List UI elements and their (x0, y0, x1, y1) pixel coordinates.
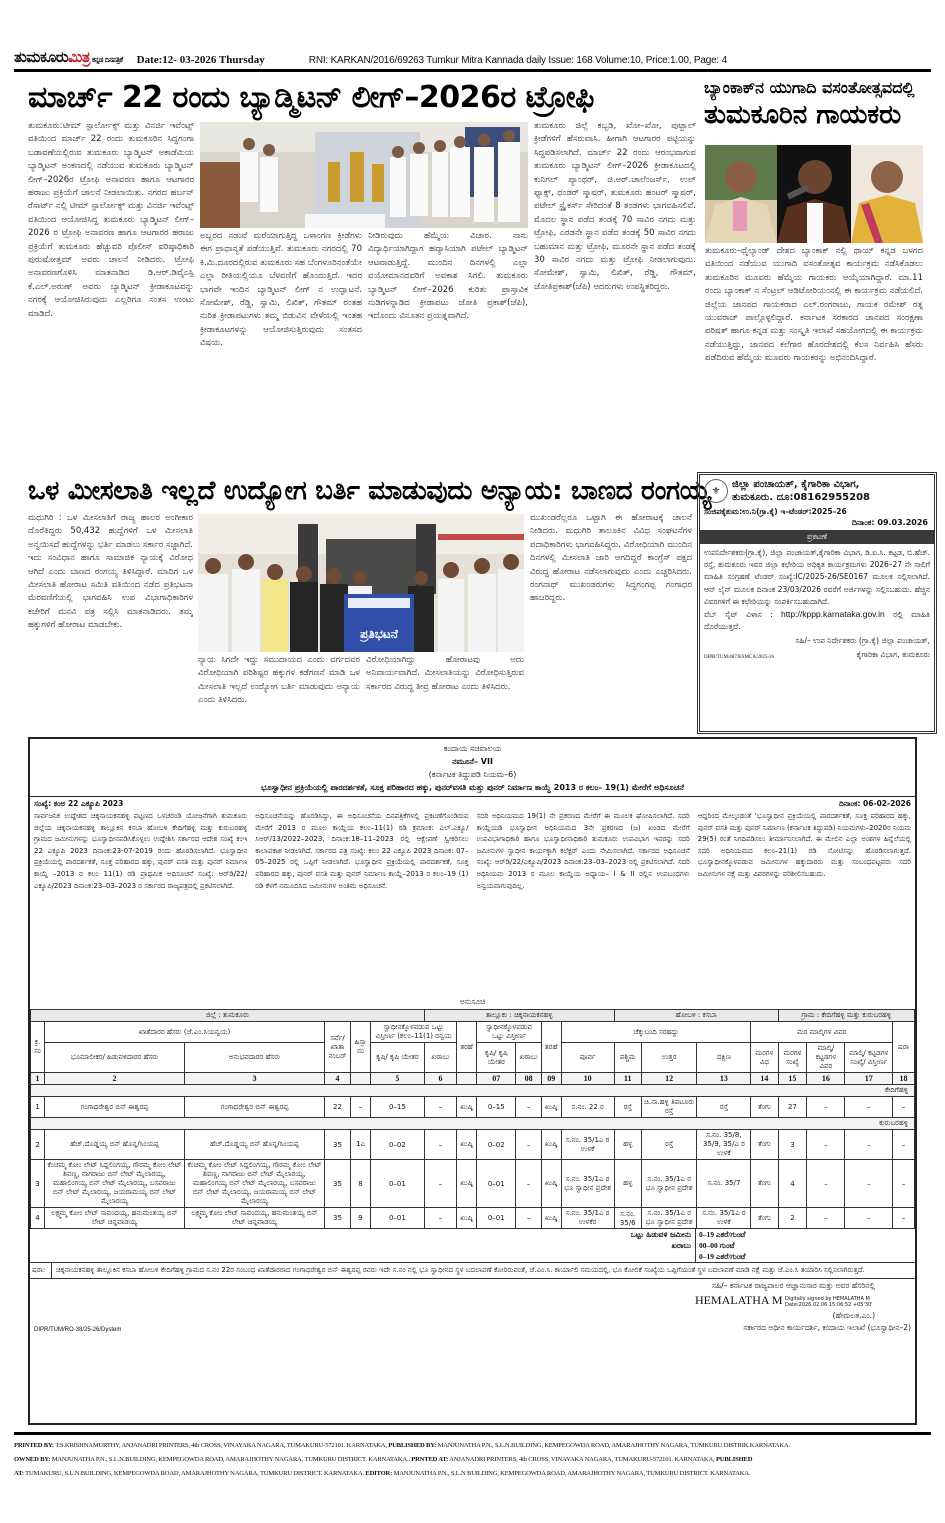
story3-protest-photo (198, 514, 524, 652)
gazette-body (30, 809, 915, 993)
colnum: 17 (845, 1073, 893, 1085)
cell-owner: ಕೆಂಚಮ್ಮ ಕೋಂ ಲೇಟ್ ಸಿದ್ದಲಿಂಗಯ್ಯ, ಗೌರಮ್ಮ ಕೋಂ ಲೇಟ್ ಶಿವಣ್ಣ, ನಾಗರಾಜು ಬಿನ್ ಲೇಟ್ ಮೈಲಾರಯ್ಯ, ಮಹಾಲಿಂಗಯ್ಯ ಬಿನ್ ಲೇಟ್ ಮೈಲಾರಯ್ಯ, ಬಸವರಾಜು ಬಿನ್ ಲೇಟ್ ಮೈಲಾರಯ್ಯ, ಜಯರಾಮಯ್ಯ ಬಿನ್ ಲೇಟ್ ಮೈಲಾರಯ್ಯ (45, 1160, 185, 1208)
cell-south: ಸ.ನಂ. 35/8, 35/9, 35/ಎ ರ ಉಳಕೆ (697, 1130, 751, 1160)
colnum: 12 (641, 1073, 697, 1085)
imprint-label: PRINTED BY: (14, 1442, 54, 1449)
total-holding-label: ಒಟ್ಟು ಹಿಡುವಳಿ ಜಮೀನು (630, 1230, 691, 1239)
cell-tree-type: ತೆಂಗು (751, 1208, 778, 1229)
cell-survey: 35 (325, 1208, 351, 1229)
col-header-sl: ಕ್ರ. ಸಂ (31, 1022, 45, 1073)
signatory-title: ಸರ್ಕಾರದ ಅಧೀನ ಕಾರ್ಯದರ್ಶಿ, ಕಂದಾಯ ಇಲಾಖೆ (ಭೂಸ್ವಾಧೀನ–2) (743, 1323, 911, 1332)
notice-web-label: ವೆಬ್ ಸೈಟ್ ವಿಳಾಸ : (704, 610, 781, 620)
signatory-name: HEMALATHA M (694, 1293, 783, 1307)
cell-area-7: 0–15 (477, 1097, 516, 1118)
cell-agri: 0–01 (371, 1208, 425, 1229)
gazette-office: ಕಂದಾಯ ಸಚಿವಾಲಯ (443, 744, 502, 753)
cell-survey: 22 (325, 1097, 351, 1118)
gazette-notification (28, 737, 917, 1425)
col-header-south: ದಕ್ಷಿಣ (697, 1043, 751, 1073)
gazette-para-1: ಸಾರ್ವಜನಿಕ ಉದ್ದೇಶದ ಚಿಕ್ಕನಾಯಕನಹಳ್ಳಿ ಪಟ್ಟಣದ ಒಳಚರಂಡಿ ಯೋಜನೆಗಾಗಿ ತುಮಕೂರು ಜಿಲ್ಲೆಯ ಚಿಕ್ಕನಾಯಕನಹಳ್ಳಿ ತಾಲ್ಲೂಕಿನ ಕಸಬಾ ಹೋಬಳಿ ಕೇದಿಗೆಹಳ್ಳಿ ಮತ್ತು ಕುರುಬರಹಳ್ಳಿ ಗ್ರಾಮದ ಜಮೀನುಗಳನ್ನು ಭೂಸ್ವಾಧೀನಪಡಿಸಿಕೊಳ್ಳಲು ಉದ್ದೇಶಿಸಿ ಸರ್ಕಾರದ ಆದೇಶ ಸಂಖ್ಯೆ ಕಂಇ 22 ಎಕ್ಯೂಪಿ 2023 ದಿನಾಂಕ:23-07-2019 ರಂದು ಹೊರಡಿಸಲಾಗಿದೆ. ಭೂಸ್ವಾಧೀನ ಪ್ರಕ್ರಿಯೆಯಲ್ಲಿ ಪಾರದರ್ಶಕತೆ, ಸೂಕ್ತ ಪರಿಹಾರದ ಹಕ್ಕು, ಪುನರ್ ವಸತಿ ಮತ್ತು ಪುನರ್ ನಿರ್ಮಾಣ ಕಾಯ್ದೆ –2013 ರ ಕಲಂ 11(1) ರಡಿ ಪ್ರಾಥಮಿಕ ಅಧಿಸೂಚನೆ ಸಂಖ್ಯೆ: ಆರ್‌ಡಿ/22/ಎಕ್ಯೂಪಿ/2023 ದಿನಾಂಕ:23–03–2023 ರ ಸರ್ಕಾರದ ರಾಜ್ಯಪತ್ರದಲ್ಲಿ ಪ್ರಕಟಿಸಲಾಗಿದೆ. (34, 812, 248, 890)
cell-hissa: – (351, 1097, 371, 1118)
cell-building: – (807, 1097, 845, 1118)
protest-banner-text: ಪ್ರತಿಭಟನೆ (360, 627, 398, 641)
col-header-agri-2: ಕೃಷಿ/ ಕೃಷಿ ಯೇತರ (477, 1043, 516, 1073)
notice-reference: ಸಂಜಿಪಕೈತುಮ:ಉ.ನಿ(ಗ್ರಾ.ಕೈ) ಇ–ಟೆಂಡರ್:2025–26 (704, 507, 847, 516)
story3-headline: ಒಳ ಮೀಸಲಾತಿ ಇಲ್ಲದೆ ಉದ್ಯೋಗ ಬರ್ತಿ ಮಾಡುವುದು ಅನ್ಯಾಯ: ಬಾಣದ ರಂಗಯ್ಯ (28, 476, 711, 506)
imprint-text: ANJANADRI PRINTERS, 4th CROSS, VINAYAKA NAGARA, TUMAKURU-572101. KARNATAKA, (448, 1456, 716, 1463)
village-name: ಕೇದಿಗೆಹಳ್ಳಿ (31, 1085, 915, 1097)
digital-signature: Digitally signed by HEMALATHA M Date:2026.02.06 15:06:52 +05'30' (785, 1296, 873, 1308)
story3-column-4: ಮುಖಂಡರೆಲ್ಲರೂ ಒಟ್ಟಾಗಿ ಈ ಹೋರಾಟಕ್ಕೆ ಚಾಲನೆ ನೀಡಿದರು. ಮಧುಗಿರಿ ತಾಲೂಕಿನ ವಿವಿಧ ಸಂಘಟನೆಗಳ ಪದಾಧಿಕಾರಿಗಳು ಭಾಗವಹಿಸಿದ್ದರು. ವಿರೋಧಿಯಾಗಿ ಮುಂದಿನ ದಿನಗಳಲ್ಲಿ ಮೀಸಲಾತಿ ಜಾರಿ ಆಗದಿದ್ದರೆ ಕಾಂಗ್ರೆಸ್ ಪಕ್ಷದ ವಿರುದ್ಧ ಹೋರಾಟ ನಡೆಸಲಾಗುವುದು ಎಂದು ಎಚ್ಚರಿಸಿದರು. ರಂಗನಾಥ್ ಮುಖಂಡರುಗಳು ಸಿದ್ಧಗಂಗಪ್ಪ ಗಂಗಾಧರ ಹಾಜರಿದ್ದರು. (530, 513, 692, 604)
cell-remarks: – (893, 1130, 915, 1160)
cell-area-8: – (516, 1160, 541, 1208)
imprint-label: PRNTED AT: (411, 1456, 449, 1463)
colnum: 3 (185, 1073, 325, 1085)
cell-agri: 0–01 (371, 1160, 425, 1208)
cell-tree-type: ತೆಂಗು (751, 1130, 778, 1160)
gazette-date: ದಿನಾಂಕ: 06-02-2026 (839, 799, 911, 808)
cell-building-count: – (845, 1208, 893, 1229)
cell-building: – (807, 1160, 845, 1208)
cell-east: ಸ.ನಂ. 35/1ಎ ರ ಉಳಕೆರ (561, 1208, 614, 1229)
colnum: 13 (697, 1073, 751, 1085)
colnum: 1 (31, 1073, 45, 1085)
col-header-west: ಪಶ್ಚಿಮ (614, 1043, 641, 1073)
col-header-north: ಉತ್ತರ (641, 1043, 697, 1073)
col-header-owner: ಭೂಮಾಲೀಕರ/ ಹಿಡುವಳಿದಾರರ ಹೆಸರು (45, 1043, 185, 1073)
cell-type-9: ಖುಷ್ಕಿ (541, 1097, 561, 1118)
cell-occupant: ಗಂಗಾಧರೇಶ್ವರ ಬಿನ್ ಈಶ್ವರಪ್ಪ (185, 1097, 325, 1118)
issue-date: Date:12- 03-2026 Thursday (136, 54, 265, 66)
cell-east: ಸ.ನಂ. 22 ರ (561, 1097, 614, 1118)
village-name: ಕುರುಬರಹಳ್ಳಿ (31, 1118, 915, 1130)
signature-authority: ಸಹಿ/– ಕರ್ನಾಟಕ ರಾಜ್ಯಪಾಲರ ಆಜ್ಞಾನುಸಾರ ಮತ್ತು ಅವರ ಹೆಸರಿನಲ್ಲಿ (711, 1281, 875, 1290)
cell-north: ಸ.ನಂ. 35/1ಎ ರ ಭೂ ಸ್ವಾಧೀನ ಪ್ರದೇಶ (641, 1160, 697, 1208)
col-header-kharab-2: ಖರಾಬು (516, 1043, 541, 1073)
col-header-survey: ಸರ್ವೆ/ ಖಾತಾ ನಂಬರ್ (325, 1022, 351, 1073)
masthead (14, 48, 931, 72)
imprint-text: T.S.KRISHNAMURTHY, ANJANADRI PRINTERS, 4th CROSS, VINAYAKA NAGARA, TUMAKURU-572101. KARNATAKA, (53, 1442, 389, 1449)
cell-remarks: – (893, 1160, 915, 1208)
village-heading-row (31, 1118, 915, 1130)
colnum: 2 (45, 1073, 185, 1085)
cell-type: ಖುಷ್ಕಿ (457, 1208, 477, 1229)
colnum: 6 (424, 1073, 456, 1085)
cell-owner: ಗಂಗಾಧರೇಶ್ವರ ಬಿನ್ ಈಶ್ವರಪ್ಪ (45, 1097, 185, 1118)
logo-subtitle: ಕನ್ನಡ ದಿನಪತ್ರಿಕೆ (91, 55, 123, 64)
gazette-form: ನಮೂನೆ– VII (452, 757, 493, 766)
cell-tree-count: 4 (778, 1160, 807, 1208)
col-header-agri: ಕೃಷಿ/ ಕೃಷಿ ಯೇತರ (371, 1043, 425, 1073)
cell-agri: 0–15 (371, 1097, 425, 1118)
gazette-number: ಸಂಖ್ಯೆ: ಕಂಅ 22 ಎಕ್ಯೂಪಿ 2023 (34, 799, 124, 808)
cell-survey: 35 (325, 1130, 351, 1160)
table-row (31, 1097, 915, 1118)
cell-building-count: – (845, 1160, 893, 1208)
district-cell: ಜಿಲ್ಲೆ : ತುಮಕೂರು (31, 1010, 425, 1022)
colnum (457, 1073, 477, 1085)
cell-hissa: 8 (351, 1160, 371, 1208)
cell-kharab: – (424, 1097, 456, 1118)
total-grand-value: 0–19 ಎಕರೆ/ಗುಂಟೆ (699, 1252, 746, 1261)
govt-emblem-icon: ⚜ (704, 479, 728, 503)
colnum: 14 (751, 1073, 778, 1085)
colnum: 15 (778, 1073, 807, 1085)
header-row-1 (31, 1022, 915, 1043)
colnum: 10 (561, 1073, 614, 1085)
total-kharab-label: ಖರಾಬು (671, 1241, 691, 1250)
cell-tree-count: 27 (778, 1097, 807, 1118)
colnum: 08 (516, 1073, 541, 1085)
imprint-text: MANJUNATHA P.N., S.L.N.BUILDING, KEMPEGOWDA ROAD, AMARAJHOTHY NAGARA, TUMKURU DISTRICT. KARNATAKA.. (50, 1456, 412, 1463)
logo-accent-text: ಮಿತ್ರ (68, 48, 90, 66)
cell-tree-type: ತೆಂಗು (751, 1160, 778, 1208)
imprint-label: EDITOR: (365, 1470, 393, 1477)
notice-body (700, 545, 934, 650)
story3-column-1: ಮಧುಗಿರಿ : ಒಳ ಮೀಸಲಾತಿಗೆ ರಾಜ್ಯ ಹಾಲರ ಅಂಗೀಕಾರ ದೊರೆತಿದ್ದರು 50,432 ಹುದ್ದೆಗಳಿಗೆ ಒಳ ಮೀಸಲಾತಿ ಅನ್ವಯಿಸದೆ ಹುದ್ದೆಗಳನ್ನು ಭರ್ತಿ ಮಾಡಲು ಸರ್ಕಾರ ಸಜ್ಜಾಗಿದೆ. ಇದು ಸಂವಿಧಾನ ಹಾಗೂ ಸಾಮಾಜಿಕ ನ್ಯಾಯಕ್ಕೆ ವಿರೋಧ ಆಗಿದೆ ಎಂದು ಬಾಣದ ರಂಗಯ್ಯ ತಿಳಿಸಿದ್ದಾರೆ. ಮಾದಿಗ ಒಳ ಮೀಸಲಾತಿ ಹೋರಾಟ ಸಮಿತಿ ವತಿಯಿಂದ ನಡೆದ ಪ್ರತಿಭಟನಾ ಮೆರವಣಿಗೆಯಲ್ಲಿ ಭಾಗವಹಿಸಿ ಉಪ ವಿಭಾಗಾಧಿಕಾರಿಗಳ ಕಚೇರಿಗೆ ಮನವಿ ಪತ್ರ ಸಲ್ಲಿಸಿ ಮಾತನಾಡಿದರು. ತಮ್ಮ ಹಕ್ಕುಗಳಿಗೆ ಹೋರಾಟ ಮಾಡಬೇಕು. (28, 513, 193, 631)
remarks-label: ಷರಾ: (30, 1263, 52, 1278)
col-header-acq-area-2: ಸ್ವಾಧೀನಕ್ಕೊಳಪಡುವ ಒಟ್ಟು ವಿಸ್ತೀರ್ಣ (477, 1022, 542, 1043)
notice-announcement-bar: ಪ್ರಕಟಣೆ (700, 530, 934, 544)
gazette-para-3: ಸದರಿ ಅಧಿನಿಯಮದ 19(1) ನೇ ಪ್ರಕರಣದ ಮೇರೆಗೆ ಈ ಮೂಲಕ ಘೋಷಿಸಲಾಗಿದೆ. ಸದರಿ ಕಾಯ್ದೆಯಡಿ ಭೂಸ್ವಾಧೀನ ಅಧಿನಿಯಮದ 3ನೇ ಪ್ರಕರಣದ (ಜ) ಖಂಡದ ಮೇರೆಗೆ ಉಪವಿಭಾಗಾಧಿಕಾರಿ ಹಾಗೂ ಭೂಸ್ವಾಧೀನಾಧಿಕಾರಿ ತುಮಕೂರು ಉಪವಿಭಾಗ ಇವರನ್ನು ಸದರಿ ಜಮೀನುಗಳ ಸ್ವಾಧೀನ ಕಾರ್ಯಕ್ಕಾಗಿ ಕಲೆಕ್ಟರ್ ಎಂದು ನೇಮಿಸಲಾಗಿದೆ. ಸರ್ಕಾರದ ಅಧಿಸೂಚನೆ ಸಂಖ್ಯೆ: ಆರ್‌ಡಿ/22/ಎಕ್ಯೂಪಿ/2023 ದಿನಾಂಕ:23–03–2023 ರಲ್ಲಿ ಪ್ರಕಟಿಸಲಾಗಿದೆ. ಸದರಿ ಅಧಿನಿಯಮ 2013 ರ ಮೂಲ ಕಾಯ್ದೆಯ ಅಧ್ಯಾಯ– I & II ರಲ್ಲಿನ ಉಪಬಂಧಗಳು ಅನ್ವಯವಾಗುವುದಿಲ್ಲ. (476, 812, 690, 890)
cell-area-7: 0–01 (477, 1208, 516, 1229)
cell-area-8: – (516, 1097, 541, 1118)
newspaper-logo (14, 48, 123, 66)
notice-date: ದಿನಾಂಕ: 09.03.2026 (851, 518, 928, 527)
cell-west: ಸ.ನಂ. 35/6 (614, 1208, 641, 1229)
remarks-text: ಚಿಕ್ಕನಾಯಕನಹಳ್ಳಿ ತಾಲ್ಲೂಕಿನ ಕಸಬಾ ಹೋಬಳಿ ಕೇದಿಗೆಹಳ್ಳಿ ಗ್ರಾಮದ ಸ.ನಂ 22ರ ಸಂಬಂಧ ಖಾತೆದಾರರಾದ ಗಂಗಾಧರೇಶ್ವರ ಬಿನ್ ಈಶ್ವರಪ್ಪ ರವರು ಇದೇ ಸ.ನಂ ನಲ್ಲಿ ಭೂ ಸ್ವಾಧೀನದ ಸ್ಥಳ ಬದಲಾವಣೆ ಕೋರಿರುವಂತೆ, ಜೆ.ಎಂ.ಸಿ. ಕಾರ್ಯಾಲಿ ಸಮಯದಲ್ಲಿ, ಭೂ ಕೋಲಿಕೆ ಸಂಖ್ಯೆಯ ಒಪ್ಪಿಗೆಯಂತೆ ಸ್ಥಳ ಬದಲಾವಣೆ ಮಾಡಿ ನಕ್ಷೆ ಮತ್ತು ಜೆ.ಎಂ.ಸಿ ತಯಾರಿಸಿ ಸಲ್ಲಿಸಲಾಗಿರುತ್ತದೆ. (56, 1266, 865, 1274)
cell-tree-count: 3 (778, 1130, 807, 1160)
gazette-para-2: ಅಧಿಸೂಚನೆಯನ್ನು ಹೊರಡಿಸಿದ್ದು, ಈ ಅಧಿಸೂಚನೆಯ ದಿನಪತ್ರಿಕೆಗಳಲ್ಲಿ ಪ್ರಕಟಣೆಗೊಂಡಿರುವ ಮೇರೆಗೆ 2013 ರ ಮೂಲ ಕಾಯ್ದೆಯ ಕಲಂ–11(1) ರಡಿ ಕ್ರಮಾಂಕ: ಎಲ್.ಎಕ್ಯೂ/ಸಿಆರ್/13/2022–2023, ದಿನಾಂಕ:18–11–2023 ರಲ್ಲಿ ಆಕ್ಷೇಪಣೆ ಸ್ವೀಕರಿಸಲು ಕಾಲಾವಕಾಶ ನೀಡಲಾಗಿದೆ. ಸರ್ಕಾರದ ಪತ್ರ ಸಂಖ್ಯೆ: ಕಲಂ 22 ಎಕ್ಯೂಪಿ 2023 ದಿನಾಂಕ: 07–05–2025 ರಲ್ಲಿ ಒಪ್ಪಿಗೆ ನೀಡಲಾಗಿದೆ. ಭೂಸ್ವಾಧೀನ ಪ್ರಕ್ರಿಯೆಯಲ್ಲಿ ಪಾರದರ್ಶಕತೆ, ಸೂಕ್ತ ಪರಿಹಾರದ ಹಕ್ಕು, ಪುನರ್ ವಸತಿ ಮತ್ತು ಪುನರ್ ನಿರ್ಮಾಣ ಕಾಯ್ದೆ–2013 ರ ಕಲಂ–19 (1) ರಡಿ ಕೆಳಗೆ ನಮೂದಿಸಿದ ಜಮೀನುಗಳ ಅಂತಿಮ ಅಧಿಸೂಚನೆ. (255, 812, 469, 890)
imprint-label: AT: (14, 1470, 24, 1477)
cell-owner: ಲಕ್ಷ್ಮಮ್ಮ ಕೋಂ ಲೇಟ್ ಸಾವಂದಯ್ಯ, ಹನುಮಂತಯ್ಯ ಬಿನ್ ಲೇಟ್ ಚಿನ್ನವಾಡಯ್ಯ (45, 1208, 185, 1229)
schedule-heading: ಅನುಸೂಚಿ (459, 997, 486, 1006)
cell-hissa: 1ಎ (351, 1130, 371, 1160)
total-kharab-value: 00–00 ಗುಂಟೆ (699, 1241, 735, 1250)
cell-sl: 2 (31, 1130, 45, 1160)
col-header-type-2: ತರಹೆ (541, 1022, 561, 1073)
cell-south: ಸ.ನಂ. 35/1ಎ ರ ಉಳಕೆ (697, 1208, 751, 1229)
table-row (31, 1208, 915, 1229)
cell-north: ಚಿ.ನಾ.ಹಳ್ಳಿ ತಿಪಟೂರು ರಸ್ತೆ (641, 1097, 697, 1118)
hobli-cell: ಹೋಬಳಿ : ಕಸಬಾ (614, 1010, 778, 1022)
col-header-building-count: ಮಾಲ್ಕಿ/ ಕಟ್ಟಡಗಳ ಸಂಖ್ಯೆ/ ವಿಸ್ತೀರ್ಣ (845, 1043, 893, 1073)
cell-type-9: ಖುಷ್ಕಿ (541, 1130, 561, 1160)
cell-area-7: 0–01 (477, 1160, 516, 1208)
location-row (31, 1010, 915, 1022)
story2-headline-line1: ಬ್ಯಾಂಕಾಕ್‌ನ ಯುಗಾದಿ ವಸಂತೋತ್ಸವದಲ್ಲಿ (704, 78, 915, 97)
remarks-block (30, 1262, 915, 1279)
signature-block (30, 1279, 915, 1323)
gazette-title: ಭೂಸ್ವಾಧೀನ ಪ್ರಕ್ರಿಯೆಯಲ್ಲಿ ಪಾರದರ್ಶಕತೆ, ಸೂಕ್ತ ಪರಿಹಾರದ ಹಕ್ಕು, ಪುನರ್‌ವಸತಿ ಮತ್ತು ಪುನರ್ ನಿರ್ಮಾಣ ಕಾಯ್ದೆ 2013 ರ ಕಲಂ– 19(1) ಮೇರೆಗೆ ಅಧಿಸೂಚನೆ (261, 783, 684, 792)
cell-occupant: ಹೆಚ್.ದೊಡ್ಡಯ್ಯ ಬಿನ್ ಹೊನ್ನ/ಸಿಂಯಪ್ಪ (185, 1130, 325, 1160)
col-header-occupant: ಅನುಭವದಾರರ ಹೆಸರು (185, 1043, 325, 1073)
rni-info: RNI: KARKAN/2016/69263 Tumkur Mitra Kannada daily Issue: 168 Volume:10, Price:1.00, Page: 4 (308, 55, 727, 66)
imprint-label: OWNED BY: (14, 1456, 51, 1463)
col-header-acq-area-1: ಸ್ವಾಧೀನಕ್ಕೊಳಪಡುವ ಒಟ್ಟು ವಿಸ್ತೀರ್ಣ (ಕಲಂ–11(1) ರನ್ವಯ (371, 1022, 457, 1043)
cell-north: ರಸ್ತೆ (641, 1130, 697, 1160)
cell-area-7: 0–02 (477, 1130, 516, 1160)
gazette-rule: (ಕರ್ನಾಟಕ ತಿದ್ದುಪಡಿ ನಿಯಮ–6) (428, 770, 517, 779)
col-header-remarks: ಷರಾ (893, 1022, 915, 1073)
cell-remarks: – (893, 1208, 915, 1229)
cell-south: ಸ.ನಂ. 35/7 (697, 1160, 751, 1208)
story1-column-1: ತುಮಕೂರು:ಟೀಮ್ ಸ್ಪಾರ್ಲೋಕ್ಸ್ ಮತ್ತು ವಿನರ್ಜಿ ಇವೆಂಟ್ಸ್ ವತಿಯಿಂದ ಮಾರ್ಚ್ 22 ರಂದು ತುಮಕೂರಿನ ಸಿದ್ಧಗಂಗಾ ಬಡಾವಣೆಯಲ್ಲಿರುವ ತುಮಕೂರು ಬ್ಯಾಡ್ಮಿಟನ್ ಅಕಾಡೆಮಿಯ ಬ್ಯಾಡ್ಮಿಟನ್ ಅಂಕಣದಲ್ಲಿ ನಡೆಯುವ ತುಮಕೂರು ಬ್ಯಾಡ್ಮಿಟನ್ ಲೀಗ್–2026ರ ಟ್ರೋಫಿ ಅನಾವರಣ ಹಾಗೂ ಆಟಗಾರರ ಹರಾಜು ಪ್ರಕ್ರಿಯೆಗೆ ಚಾಲನೆ ನೀಡಲಾಯಿತು. ನಗರದ ಹರ್ಬನ್ ರೆಸಾರ್ಟ್ ನಲ್ಲಿ ಟೀಮ್ ಸ್ಪಾರ್ಲೋಕ್ಸ್ ಮತ್ತು ವಿನರ್ಜಿ ಇವೆಂಟ್ಸ್ ವತಿಯಿಂದ ಆಯೋಜಿಸಿದ್ದ ತುಮಕೂರು ಬ್ಯಾಡ್ಮಿಟನ್ ಲೀಗ್–2026 ರ ಟ್ರೋಫಿ ಅನಾವರಣ ಹಾಗೂ ಆಟಗಾರರ ಹರಾಜು ಪ್ರಕ್ರಿಯೆಗೆ ತುಮಕೂರು ಹೆಚ್ಚುವರಿ ಪೊಲೀಸ್ ವರಿಷ್ಠಾಧಿಕಾರಿ ಪುರುಷೋತ್ತಮ್ ಅವರು ಚಾಲನೆ ನೀಡಿದರು. ಟ್ರೋಫಿ ಅನಾವರಣಗೊಳಿಸಿ ಮಾತನಾಡಿದ ಡಿ.ಆರ್.ಡಿವೈಎಸ್ಪಿ ಕೆ.ಎಲ್.ಅರುಣ್ ಅವರು ಬ್ಯಾಡ್ಮಿಟನ್ ಕ್ರೀಡಾಕೂಟವನ್ನು ನಗರಕ್ಕೆ ಆಯೋಜಿಸಿರುವುದು ಎಲ್ಲರಿಗೂ ಸಂತಸ ಉಂಟು ಮಾಡಿದೆ. (28, 121, 194, 319)
colnum: 16 (807, 1073, 845, 1085)
village-cell: ಗ್ರಾಮ : ಕೇದಿಗೆಹಳ್ಳಿ ಮತ್ತು ಕುರುಬರಹಳ್ಳಿ (778, 1010, 914, 1022)
cell-sl: 1 (31, 1097, 45, 1118)
cell-area-8: – (516, 1208, 541, 1229)
col-header-tree-type: ಮರಗಳ ವಿಧ (751, 1043, 778, 1073)
colnum: 11 (614, 1073, 641, 1085)
cell-type: ಖುಷ್ಕಿ (457, 1130, 477, 1160)
govt-notice-box (697, 472, 937, 734)
imprint-footer (14, 1432, 931, 1481)
imprint-text: TUMAKURU, S.L.N.BUILDING, KEMPEGOWDA ROAD, AMARAJHOTHY NAGARA, TUMKURU DISTRICT. KARNATAKA. (23, 1470, 366, 1477)
col-header-assets: ಮರ ಮಾಲ್ಕಿಗಳ ವಿವರ (751, 1022, 893, 1043)
notice-url-link[interactable]: http://kppp.karnataka.gov.in (780, 609, 885, 620)
land-schedule-table (30, 1009, 915, 1229)
cell-tree-type: ತೆಂಗು (751, 1097, 778, 1118)
cell-sl: 3 (31, 1160, 45, 1208)
village-heading-row (31, 1085, 915, 1097)
col-header-boundary: ಚೆಕ್ಕುಬಂದಿ ಸರಹದ್ದು (561, 1022, 751, 1043)
cell-type: ಖುಷ್ಕಿ (457, 1097, 477, 1118)
cell-kharab: – (424, 1208, 456, 1229)
cell-north: ಸ.ನಂ. 35/1ಎ ರ ಭೂ ಸ್ವಾಧೀನ ಪ್ರದೇಶ (641, 1208, 697, 1229)
notice-signature: ಸಹಿ/– ಉಪ ನಿರ್ದೇಶಕರು (ಗ್ರಾ.ಕೈ) ಜಿಲ್ಲಾ ಪಂಚಾಯತ್, (795, 636, 930, 646)
cell-remarks: – (893, 1097, 915, 1118)
cell-tree-count: 2 (778, 1208, 807, 1229)
notice-title-line1: ಜಿಲ್ಲಾ ಪಂಚಾಯತ್, ಕೈಗಾರಿಕಾ ವಿಭಾಗ, (732, 479, 860, 490)
notice-dipr-code: DIPR/TUM/487/KSMCA/2025-26 (704, 654, 775, 660)
imprint-label: PUBLISHED (715, 1456, 753, 1463)
signatory-initials: (ಹೇಮಲತ.ಎಂ.) (832, 1311, 875, 1320)
cell-occupant: ಕೆಂಚಮ್ಮ ಕೋಂ ಲೇಟ್ ಸಿದ್ದಲಿಂಗಯ್ಯ, ಗೌರಮ್ಮ ಕೋಂ ಲೇಟ್ ಶಿವಣ್ಣ, ನಾಗರಾಜು ಬಿನ್ ಲೇಟ್ ಮೈಲಾರಯ್ಯ, ಮಹಾಲಿಂಗಯ್ಯ ಬಿನ್ ಲೇಟ್ ಮೈಲಾರಯ್ಯ, ಬಸವರಾಜು ಬಿನ್ ಲೇಟ್ ಮೈಲಾರಯ್ಯ, ಜಯರಾಮಯ್ಯ ಬಿನ್ ಲೇಟ್ ಮೈಲಾರಯ್ಯ (185, 1160, 325, 1208)
cell-survey: 35 (325, 1160, 351, 1208)
imprint-text: MANJUNATHA P.N., S.L.N.BUILDING, KEMPEGOWDA ROAD, AMARAJHOTHY NAGARA, TUMKURU DISTRIK.KARNATAKA. (436, 1442, 790, 1449)
cell-building-count: – (845, 1130, 893, 1160)
cell-building: – (807, 1130, 845, 1160)
cell-occupant: ಲಕ್ಷ್ಮಮ್ಮ ಕೋಂ ಲೇಟ್ ಸಾವಂದಯ್ಯ, ಹನುಮಂತಯ್ಯ ಬಿನ್ ಲೇಟ್ ಚಿನ್ನವಾಡಯ್ಯ (185, 1208, 325, 1229)
cell-east: ಸ.ನಂ. 35/1ಎ ರ ಉಳಕೆ (561, 1130, 614, 1160)
cell-west: ಹಳ್ಳ (614, 1160, 641, 1208)
imprint-label: PUBLISHED BY: (388, 1442, 437, 1449)
column-number-row (31, 1073, 915, 1085)
story1-headline: ಮಾರ್ಚ್ 22 ರಂದು ಬ್ಯಾಡ್ಮಿಟನ್ ಲೀಗ್–2026ರ ಟ್ರೋಫಿ (28, 80, 594, 115)
cell-west: ರಸ್ತೆ (614, 1097, 641, 1118)
table-row (31, 1130, 915, 1160)
taluk-cell: ತಾಲ್ಲೂಕು : ಚಿಕ್ಕನಾಯಕನಹಳ್ಳಿ (424, 1010, 614, 1022)
cell-type-9: ಖುಷ್ಕಿ (541, 1208, 561, 1229)
cell-west: ಹಳ್ಳ (614, 1130, 641, 1160)
story1-column-2: ಅಬ್ಬರದ ನಡುವೆ ಮರೆಯಾಗುತ್ತಿದ್ದ ಒಳಾಂಗಣ ಕ್ರೀಡೆಗಳು ಈಗ ಪ್ರಾಧಾನ್ಯತೆ ಪಡೆಯುತ್ತಿವೆ. ತುಮಕೂರು ನಗರದಲ್ಲಿ 70 ಕಿ.ಮಿ.ದೂರದಲ್ಲಿರುವ ತುಮಕೂರು ಸಹ ಬೆಂಗಳೂರಿನಂತೆಯೇ ಎಲ್ಲಾ ರೀತಿಯಲ್ಲಿಯೂ ಬೆಳವಣಿಗೆ ಹೊಂದುತ್ತಿದೆ. ಇದರ ಭಾಗವೇ ಇಂದಿನ ಬ್ಯಾಡ್ಮಿಟನ್ ಲೀಗ್ ನ ಉದ್ಘಾಟನೆ. ಸೋಮೇಶ್, ರೆಡ್ಡಿ, ಸ್ವಾಮಿ, ಲಿಖಿತ್, ಗೌತಮ್ ರಂತಹ ನುರಿತ ಕ್ರೀಡಾಪಟುಗಳು ತಮ್ಮ ಬಿಡುವಿನ ವೇಳೆಯಲ್ಲಿ ಇಂತಹ ಕ್ರೀಡಾಕೂಟಗಳನ್ನು ಆಯೋಜಿಸುತ್ತಿರುವುದು ಸಂತಸದ ವಿಷಯ. (200, 231, 362, 349)
total-holding-value: 0–19 ಎಕರೆ/ಗುಂಟೆ (699, 1230, 746, 1239)
cell-sl: 4 (31, 1208, 45, 1229)
cell-type: ಖುಷ್ಕಿ (457, 1160, 477, 1208)
story2-headline-line2: ತುಮಕೂರಿನ ಗಾಯಕರು (704, 100, 902, 130)
col-header-type: ತರಹೆ (457, 1022, 477, 1073)
totals-block (30, 1229, 915, 1262)
cell-east: ಸ.ನಂ. 35/1ಎ ರ ಭೂ ಸ್ವಾಧೀನ ಪ್ರದೇಶ (561, 1160, 614, 1208)
gazette-para-4: ಆದ್ದರಿಂದ ಮೇಲ್ಕಂಡಂತೆ ‘ಭೂಸ್ವಾಧೀನ ಪ್ರಕ್ರಿಯೆಯಲ್ಲಿ ಪಾರದರ್ಶಕತೆ, ಸೂಕ್ತ ಪರಿಹಾರದ ಹಕ್ಕು, ಪುನರ್ ವಸತಿ ಮತ್ತು ಪುನರ್ ನಿರ್ಮಾಣ (ಕರ್ನಾಟಕ ತಿದ್ದುಪಡಿ) ನಿಯಮಗಳು–2020ರ ನಿಯಮ 29(5) ರಂತೆ ನಿಗದಿಪಡಿಸಲು ತೀರ್ಮಾನಿಸಲಾಗಿದೆ. ಈ ಮೇಲಿನ ಎಲ್ಲಾ ಅಂಶಗಳ ಹಿನ್ನೆಲೆಯಲ್ಲಿ ಸದರಿ ಅಧಿನಿಯಮದ ಕಲಂ–21(1) ರಡಿ ನೋಟಿಸನ್ನು ಹೊರಡಿಸಲಾಗುತ್ತದೆ. ಭೂಸ್ವಾಧೀನಕ್ಕೊಳಪಡುವ ಜಮೀನುಗಳ ಹಕ್ಕುದಾರರು ಮತ್ತು ಸಂಬಂಧಪಟ್ಟವರು ಸದರಿ ಜಮೀನುಗಳ ನಕ್ಷೆ ಮತ್ತು ವಿವರಗಳನ್ನು ಪರಿಶೀಲಿಸಬಹುದು. (697, 812, 911, 878)
story1-photo (200, 122, 528, 228)
cell-owner: ಹೆಚ್.ದೊಡ್ಡಯ್ಯ ಬಿನ್ ಹೊನ್ನ/ಸಿಂಯಪ್ಪ (45, 1130, 185, 1160)
story3-column-3: ವಿರೋಧಿಯಾಗಿದ್ದು ಹೋರಾಟವು ಅದು ಅನಿವಾರ್ಯವಾಗಿದೆ. ಮೀಸಲಾತಿಯನ್ನು ವಿರೋಧಿಸುತ್ತಿರುವ ಸರ್ಕಾರದ ವಿರುದ್ಧ ತೀವ್ರ ಹೋರಾಟ ಎಂದು ತಿಳಿಸಿದರು. (366, 655, 524, 692)
notice-header (700, 475, 934, 507)
colnum: 09 (541, 1073, 561, 1085)
divider (30, 796, 915, 797)
colnum: 18 (893, 1073, 915, 1085)
colnum: 07 (477, 1073, 516, 1085)
story1-column-4: ತುಮಕೂರು ಜಿಲ್ಲೆ ಕಬ್ಬಡಿ, ಖೋ–ಖೋ, ಪುಟ್ಬಾಲ್ ಕ್ರೀಡೆಗಳಿಗೆ ಹೆಸರುವಾಸಿ. ಹೀಗಾಗಿ ಆಟಗಾರರ ಪಟ್ಟಿಯನ್ನು ಸಿದ್ಧಪಡಿಸಲಾಗಿದೆ. ಮಾರ್ಚ್ 22 ರಂದು ಆರಂಭವಾಗುವ ತುಮಕೂರು ಬ್ಯಾಡ್ಮಿಟನ್ ಲೀಗ್–2026 ಕ್ರೀಡಾಕೂಟದಲ್ಲಿ ಕುನಿಗಲ್ ಪ್ಯಾಂಥರ್, ಜಿ.ಆರ್.ಚಾಲೆಂಜರ್ಸ್, ಉಲ್ ಫ್ಯಾಕ್ಸ್, ಥಂಡರ್ ಸ್ಮಾಷರ್, ತುಮಕೂರು ಹಂಟರ್ ಸ್ಮಾಷರ್, ಪಟೇಲ್ ಸ್ಟ್ರೈಕರ್ಸ್ ಸೇರಿದಂತೆ 8 ತಂಡಗಳು ಭಾಗವಹಿಸಲಿವೆ. ಮೊದಲ ಸ್ಥಾನ ಪಡೆದ ತಂಡಕ್ಕೆ 70 ಸಾವಿರ ನಗದು ಮತ್ತು ಟ್ರೋಫಿ, ಎರಡನೇ ಸ್ಥಾನ ಪಡೆದ ತಂಡಕ್ಕೆ 50 ಸಾವಿರ ನಗದು ಬಹುಮಾನ ಮತ್ತು ಟ್ರೋಫಿ, ಮೂರನೇ ಸ್ಥಾನ ಪಡೆದ ತಂಡಕ್ಕೆ 30 ಸಾವಿರ ನಗದು ಮತ್ತು ಟ್ರೋಫಿ ನೀಡಲಾಗುವುದು. ಸೋಮೇಶ್, ಸ್ವಾಮಿ, ಲಿಖಿತ್, ರೆಡ್ಡಿ, ಗೌತಮ್, ಜೋತಿಪ್ರಕಾಶ್(ಜೆಪಿ) ಆದರುಗಳು ಉಪಸ್ಥಿತರಿದ್ದರು. (534, 121, 696, 292)
table-row (31, 1160, 915, 1208)
story2-body: ತುಮಕೂರು–ಥೈಲ್ಯಾಂಡ್ ದೇಶದ ಬ್ಯಾಂಕಾಕ್ ನಲ್ಲಿ ಥಾಯ್ ಕನ್ನಡ ಬಳಗದ ವತಿಯಿಂದ ನಡೆಯುವ ಯುಗಾದಿ ವಸಂತೋತ್ಸವ ಕಾರ್ಯಕ್ರಮ ನಡೆಸಿಕೊಡಲು ತುಮಕೂರಿನ ಮೂವರು ಹೆಮ್ಮೆಯ ಗಾಯಕರು ಆಯ್ಕೆಯಾಗಿದ್ದಾರೆ. ಮಾ.11 ರಂದು ಬ್ಯಾಂಕಾಕ್ ನ ಸೆಂಟ್ರಲ್ ಆಡಿಟೋರಿಯಂನಲ್ಲಿ ಈ ಕಾರ್ಯಕ್ರಮ ನಡೆಯಲಿದೆ. ಜಿಲ್ಲೆಯ ಜಾನಪದ ಗಾಯಕರಾದ ಎಲ್.ರಂಗರಾಜು, ಗಾಯಕ ರಮೇಶ್ ರತ್ನ ಯುವರಾಜ್ ಪಾಲ್ಗೊಳ್ಳಲಿದ್ದಾರೆ. ಕರ್ನಾಟಕ ಸರಕಾರದ ಜಾನಪದ ಸಂರಕ್ಷಣಾ ಪರಿಷತ್ ಹಾಗೂ ಕನ್ನಡ ಮತ್ತು ಸಂಸ್ಕೃತಿ ಇಲಾಖೆ ಸಹಯೋಗದಲ್ಲಿ ಈ ಕಾರ್ಯಕ್ರಮ ನಡೆಯುತ್ತಿದ್ದು, ಜಾನಪದ ಕಲೆಗಾರ ಹೊರದೇಶದಲ್ಲಿ ಕೆಲಸ ನಿರ್ವಹಿಸಿ ಹೆಸರು ಪಡೆದಿರುವ ಹೆಮ್ಮೆಯ ಮೂವರು ಗಾಯಕರನ್ನು ಅಭಿನಂದಿಸಿದ್ದಾರೆ. (705, 246, 923, 364)
col-header-east: ಪೂರ್ವ (561, 1043, 614, 1073)
notice-body-text: ಉಪನಿರ್ದೇಶಕರು(ಗ್ರಾ.ಕೈ), ಜಿಲ್ಲಾ ಪಂಚಾಯತ್,ಕೈಗಾರಿಕಾ ವಿಭಾಗ, ಡಿ.ಐ.ಸಿ. ಕಟ್ಟಡ, ಬಿ.ಹೆಚ್. ರಸ್ತೆ, ತುಮಕೂರು ಇವರ ಜಿಲ್ಲಾ ಕಛೇರಿಯ ಅಧಿಕೃತ ಕಾರ್ಯಕ್ರಮಗಳು 2026–27 ನೇ ಸಾಲಿಗೆ ಮಾಹಿತಿ ಸಂಗ್ರಹಣೆ ಟೆಂಡರ್ ಸಂಖ್ಯೆ:IC/2025-26/SE0167 ಮೂಲಕ ಸಲ್ಲಿಸಲಾಗಿದೆ. ಆನ್ ಲೈನ್ ಮೂಲಕ ದಿನಾಂಕ 23/03/2026 ರವರೆಗೆ ಅರ್ಜಿಗಳನ್ನು ಸಲ್ಲಿಸಬಹುದು. ಹೆಚ್ಚಿನ ವಿವರಗಳಿಗೆ ಈ ಕಛೇರಿಯನ್ನು ಸಂಪರ್ಕಿಸಬಹುದಾಗಿದೆ. (704, 548, 930, 606)
imprint-text: MANJUNATHA P.N., S.L.N BUILDING, KEMPEGOWDA ROAD, AMARAJHOTHY NAGARA, TUMKURU DISTRICT. KARNATAKA. (392, 1470, 751, 1477)
cell-type-9: ಖುಷ್ಕಿ (541, 1160, 561, 1208)
cell-hissa: 9 (351, 1208, 371, 1229)
cell-kharab: – (424, 1160, 456, 1208)
notice-web-suffix: ರಲ್ಲಿ ಮಾಹಿತಿ ದೊರೆಯುತ್ತದೆ. (704, 610, 930, 632)
cell-building: – (807, 1208, 845, 1229)
logo-text: ತುಮಕೂರು (14, 48, 69, 66)
cell-south: ರಸ್ತೆ (697, 1097, 751, 1118)
cell-building-count: – (845, 1097, 893, 1118)
colnum (351, 1073, 371, 1085)
story2-singers-photo (705, 145, 923, 243)
story1-column-3: ನೀಡಿರುವುದು ಹೆಮ್ಮೆಯ ವಿಚಾರ. ನಾನು ವಿದ್ಯಾರ್ಥಿಯಾಗಿದ್ದಾಗ ಹವ್ಯಾಸಿಯಾಗಿ ಪಟೇಲ್ ಬ್ಯಾಡ್ಮಿಟನ್ ಆಟವಾಡುತ್ತಿದ್ದೆ. ಮುಂದಿನ ದಿನಗಳಲ್ಲಿ ಎಲ್ಲಾ ವಯೋಮಾನದವರಿಗೆ ಅವಕಾಶ ಸಿಗಲಿ. ತುಮಕೂರು ಬ್ಯಾಡ್ಮಿಟನ್ ಲೀಗ್–2026 ಕುರಿತು ಪ್ರಾಸ್ತಾವಿಕ ನುಡಿಗಳನ್ನಾಡಿದ ಕ್ರೀಡಾಪಟು ಜೋತಿ ಪ್ರಕಾಶ್(ಜೆಪಿ), ಇದೊಂದು ವಿನೂತನ ಪ್ರಯತ್ನವಾಗಿದೆ. (368, 231, 528, 322)
col-header-kharab: ಖರಾಬು (424, 1043, 456, 1073)
cell-area-8: – (516, 1130, 541, 1160)
notice-title-line2: ತುಮಕೂರು. ದೂ:08162955208 (732, 492, 870, 503)
cell-kharab: – (424, 1130, 456, 1160)
col-header-tree-count: ಮರಗಳ ಸಂಖ್ಯೆ (778, 1043, 807, 1073)
colnum: 4 (325, 1073, 351, 1085)
col-header-building: ಮಾಲ್ಕಿ/ ಕಟ್ಟಡಗಳ ವಿವರ (807, 1043, 845, 1073)
story3-column-2: ನ್ಯಾಯ ಸಿಗದೇ ಇದ್ದು ಸಮುದಾಯದ ಎಂದು ವರ್ಗದವರ ವಿರೋಧಿಯಾಗಿ ಪರಿಶಿಷ್ಟರ ಹಕ್ಕುಗಳ ಕಡೆಗಣನೆ ಮಾಡಿ ಒಳ ಮೀಸಲಾತಿ ಇಲ್ಲದೆ ಉದ್ಯೋಗ ಬರ್ತಿ ಮಾಡುವುದು ಅನ್ಯಾಯ ಎಂದು ತಿಳಿಸಿದರು. (198, 655, 360, 706)
col-header-khatedar: ಖಾತೆದಾರರ ಹೆಸರು (ಜೆ.ಎಂ.ಸಿಯನ್ವಯ) (45, 1022, 325, 1043)
col-header-hissa: ಹಿಸ್ಸಾ ನಂ (351, 1022, 371, 1073)
gazette-dipr-code: DIPR/TUM/RO-38/25-26/Dystem (34, 1327, 122, 1333)
notice-signature-dept: ಕೈಗಾರಿಕಾ ವಿಭಾಗ, ತುಮಕೂರು (856, 649, 930, 659)
cell-agri: 0–02 (371, 1130, 425, 1160)
colnum: 5 (371, 1073, 425, 1085)
